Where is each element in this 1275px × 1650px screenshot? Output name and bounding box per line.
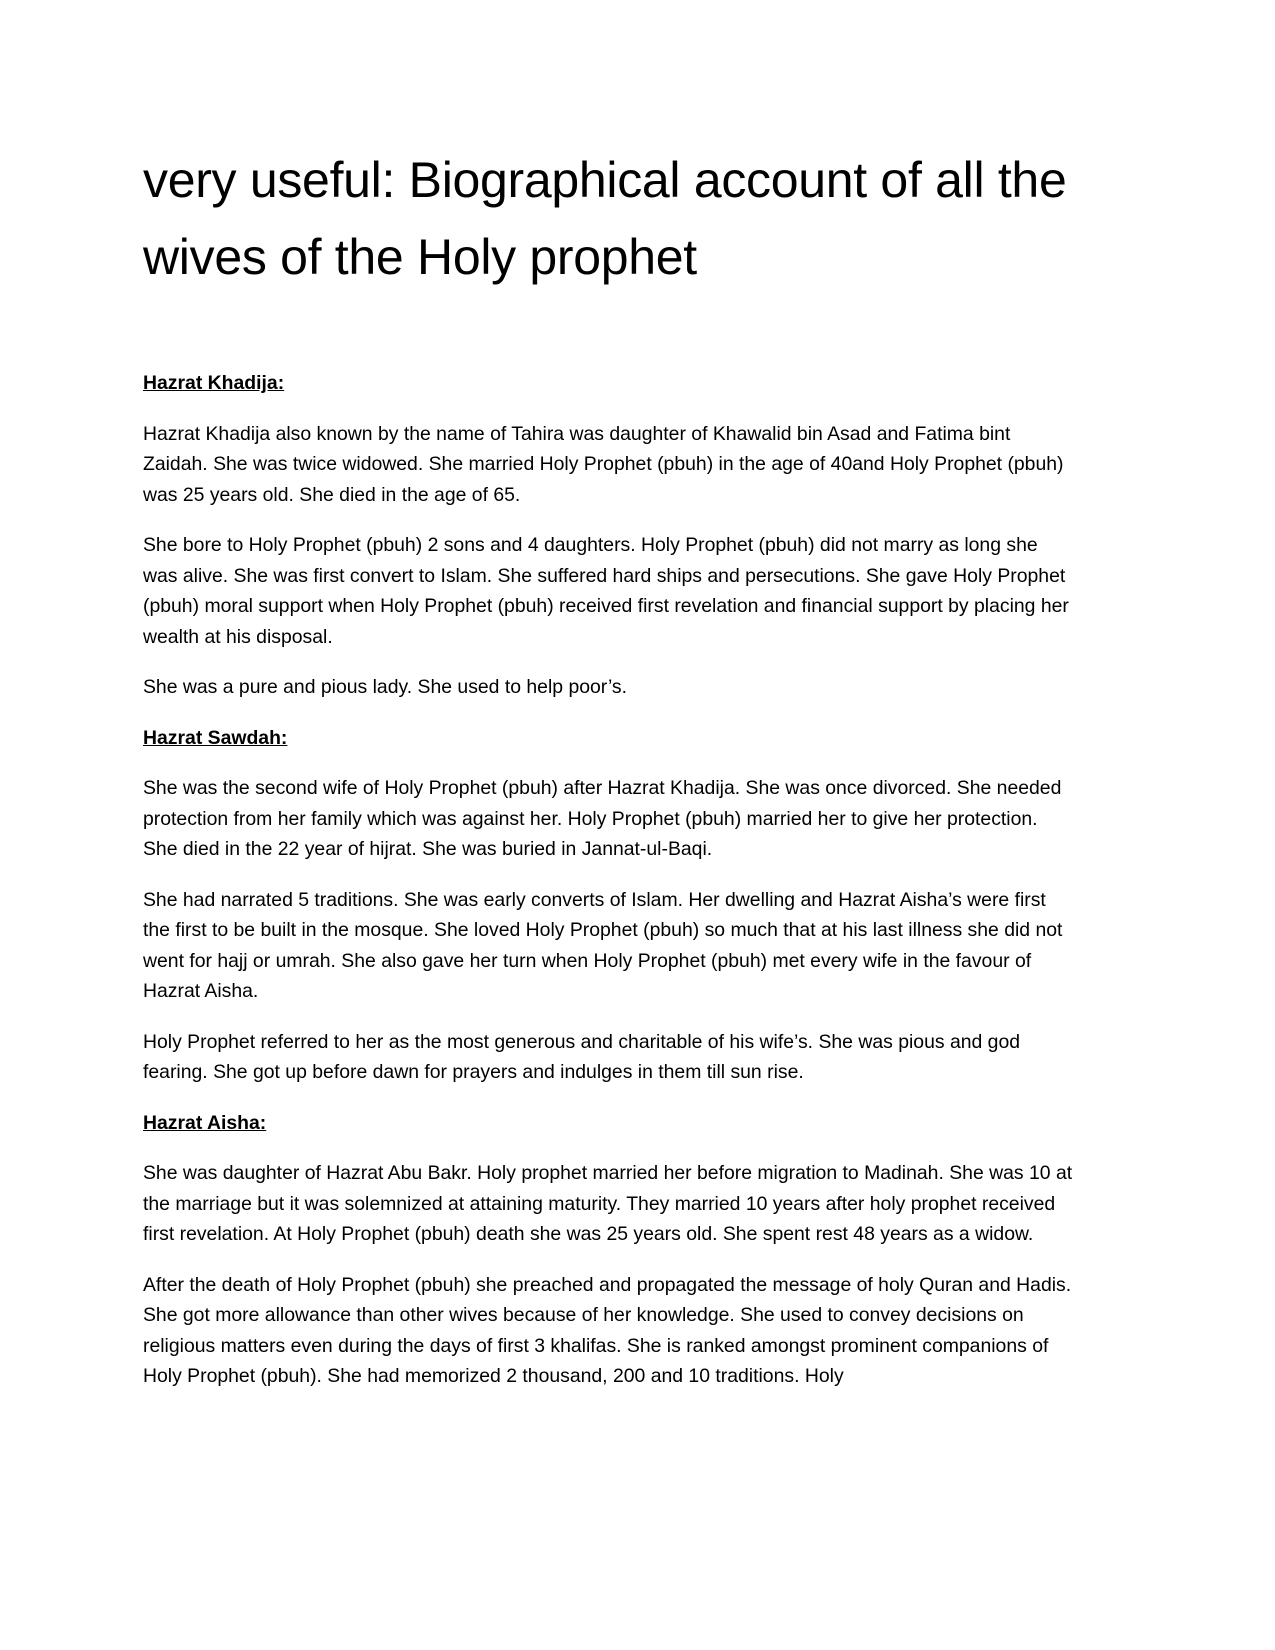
paragraph: Hazrat Khadija also known by the name of Tahira was daughter of Khawalid bin Asad and Fatima bint Zaidah. She was twice widowed. She married Holy Prophet (pbuh) in the age of 40and Holy Prophet (pbuh) was 25 years old. She died in the age of 65.	[143, 422, 1064, 506]
paragraph: She bore to Holy Prophet (pbuh) 2 sons and 4 daughters. Holy Prophet (pbuh) did not marry as long she was alive. She was first convert to Islam. She suffered hard ships and persecutions. She gave Holy Prophet (pbuh) moral support when Holy Prophet (pbuh) received first revelation and financial support by placing her wealth at his disposal.	[143, 534, 1069, 648]
section-heading: Hazrat Sawdah:	[143, 726, 288, 749]
paragraph: Holy Prophet referred to her as the most generous and charitable of his wife’s. She was pious and god fearing. She got up before dawn for prayers and indulges in them till sun rise.	[143, 1030, 1021, 1083]
section-hazrat-aisha	[143, 1108, 1073, 1392]
section-hazrat-khadija	[143, 368, 1073, 703]
section-heading: Hazrat Khadija:	[143, 372, 285, 394]
paragraph: She was the second wife of Holy Prophet (pbuh) after Hazrat Khadija. She was once divorced. She needed protection from her family which was against her. Holy Prophet (pbuh) married her to give her protection. She died in the 22 year of hijrat. She was buried in Jannat-ul-Baqi.	[143, 777, 1062, 860]
section-heading: Hazrat Aisha:	[143, 1111, 267, 1134]
paragraph: After the death of Holy Prophet (pbuh) she preached and propagated the message of holy Quran and Hadis. She got more allowance than other wives because of her knowledge. She used to convey decisions on religious matters even during the days of first 3 khalifas. She is ranked amongst prominent companions of Holy Prophet (pbuh). She had memorized 2 thousand, 200 and 10 traditions. Holy	[143, 1273, 1072, 1387]
paragraph: She was a pure and pious lady. She used to help poor’s.	[143, 676, 628, 698]
paragraph: She was daughter of Hazrat Abu Bakr. Holy prophet married her before migration to Madinah. She was 10 at the marriage but it was solemnized at attaining maturity. They married 10 years after holy prophet received first revelation. At Holy Prophet (pbuh) death she was 25 years old. She spent rest 48 years as a widow.	[143, 1162, 1073, 1245]
paragraph: She had narrated 5 traditions. She was early converts of Islam. Her dwelling and Hazrat Aisha’s were first the first to be built in the mosque. She loved Holy Prophet (pbuh) so much that at his last illness she did not went for hajj or umrah. She also gave her turn when Holy Prophet (pbuh) met every wife in the favour of Hazrat Aisha.	[143, 888, 1063, 1002]
section-hazrat-sawdah	[143, 723, 1073, 1088]
document-title: very useful: Biographical account of all the wives of the Holy prophet	[143, 152, 1067, 285]
document-body	[143, 368, 1073, 1412]
